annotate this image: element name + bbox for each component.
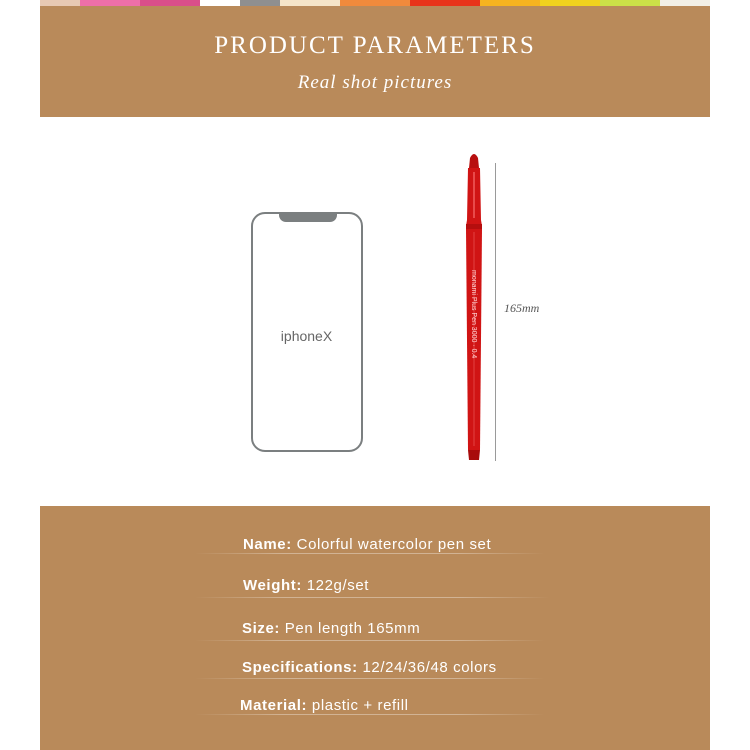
spec-value: Colorful watercolor pen set bbox=[296, 536, 492, 553]
spec-value: 12/24/36/48 colors bbox=[362, 659, 497, 676]
svg-text:monami Plus Pen 3000 · 0.4: monami Plus Pen 3000 · 0.4 bbox=[470, 270, 477, 359]
spec-value: 122g/set bbox=[306, 577, 370, 594]
dimension-label: 165mm bbox=[504, 301, 540, 315]
page-title: PRODUCT PARAMETERS bbox=[214, 32, 536, 59]
spec-row-size bbox=[242, 620, 420, 637]
header-banner bbox=[40, 6, 710, 117]
divider bbox=[195, 640, 545, 641]
pen-image bbox=[450, 150, 500, 466]
spec-row-weight bbox=[243, 577, 369, 594]
spec-row-name bbox=[243, 536, 491, 553]
phone-notch bbox=[279, 212, 337, 222]
dimension-line bbox=[495, 163, 496, 461]
spec-key: Material: bbox=[240, 697, 308, 714]
page-subtitle: Real shot pictures bbox=[297, 72, 453, 93]
spec-key: Size: bbox=[242, 620, 281, 637]
spec-key: Weight: bbox=[243, 577, 302, 594]
spec-row-material bbox=[240, 697, 409, 714]
spec-row-specifications bbox=[242, 659, 497, 676]
spec-value: plastic + refill bbox=[311, 697, 409, 714]
phone-outline-icon bbox=[251, 212, 363, 452]
divider bbox=[195, 553, 545, 554]
spec-key: Specifications: bbox=[242, 659, 358, 676]
phone-label: iphoneX bbox=[280, 328, 333, 344]
divider bbox=[195, 678, 545, 679]
divider bbox=[195, 714, 545, 715]
spec-value: Pen length 165mm bbox=[284, 620, 421, 637]
spec-panel bbox=[40, 506, 710, 750]
divider bbox=[195, 597, 550, 598]
spec-key: Name: bbox=[243, 536, 292, 553]
